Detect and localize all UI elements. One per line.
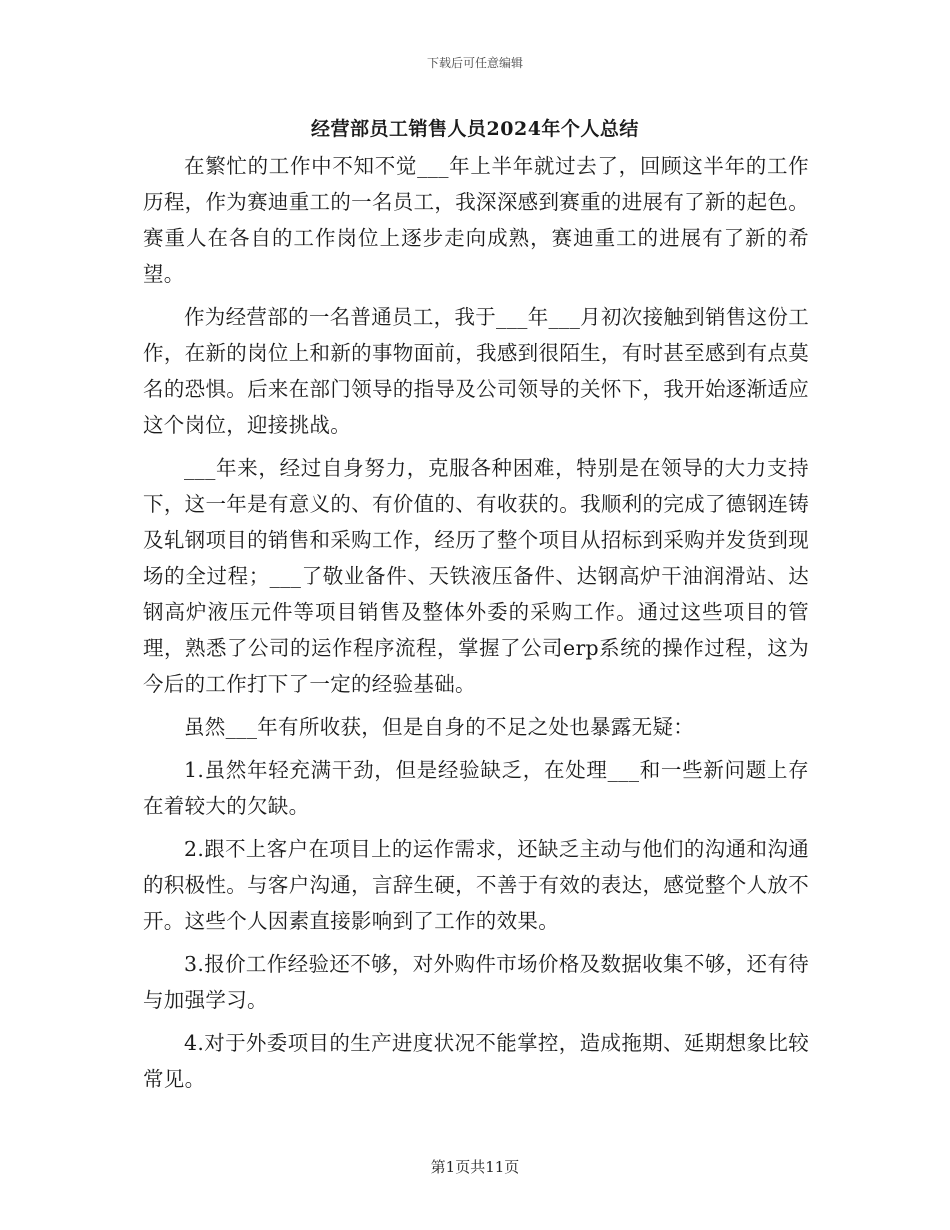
list-item-shortcoming-2: 2.跟不上客户在项目上的运作需求，还缺乏主动与他们的沟通和沟通的积极性。与客户沟通，言辞生硬，不善于有效的表达，感觉整个人放不开。这些个人因素直接影响到了工作的效果。 xyxy=(143,837,809,933)
paragraph-shortcomings-intro: 虽然___年有所收获，但是自身的不足之处也暴露无疑： xyxy=(184,715,695,739)
paragraph-intro: 在繁忙的工作中不知不觉___年上半年就过去了，回顾这半年的工作历程，作为赛迪重工的一名员工，我深深感到赛重的进展有了新的起色。赛重人在各自的工作岗位上逐步走向成熟，赛迪重工的进展有了新的希望。 xyxy=(143,154,809,286)
list-item-shortcoming-4: 4.对于外委项目的生产进度状况不能掌控，造成拖期、延期想象比较常见。 xyxy=(143,1031,809,1091)
paragraph-background: 作为经营部的一名普通员工，我于___年___月初次接触到销售这份工作，在新的岗位上和新的事物面前，我感到很陌生，有时甚至感到有点莫名的恐惧。后来在部门领导的指导及公司领导的关怀下，我开始逐渐适应这个岗位，迎接挑战。 xyxy=(143,305,809,437)
list-item-shortcoming-1: 1.虽然年轻充满干劲，但是经验缺乏，在处理___和一些新问题上存在着较大的欠缺。 xyxy=(143,758,809,818)
page-number: 第1页共11页 xyxy=(430,1158,520,1176)
paragraph-achievements: ___年来，经过自身努力，克服各种困难，特别是在领导的大力支持下，这一年是有意义的、有价值的、有收获的。我顺利的完成了德钢连铸及轧钢项目的销售和采购工作，经历了整个项目从招标到采购并发货到现场的全过程；___了敬业备件、天铁液压备件、达钢高炉干油润滑站、达钢高炉液压元件等项目销售及整体外委的采购工作。通过这些项目的管理，熟悉了公司的运作程序流程，掌握了公司erp系统的操作过程，这为今后的工作打下了一定的经验基础。 xyxy=(143,456,809,696)
document-title: 经营部员工销售人员2024年个人总结 xyxy=(311,118,639,140)
page-header-note: 下载后可任意编辑 xyxy=(426,56,523,70)
document-body xyxy=(143,148,809,1104)
list-item-shortcoming-3: 3.报价工作经验还不够，对外购件市场价格及数据收集不够，还有待与加强学习。 xyxy=(143,952,809,1012)
